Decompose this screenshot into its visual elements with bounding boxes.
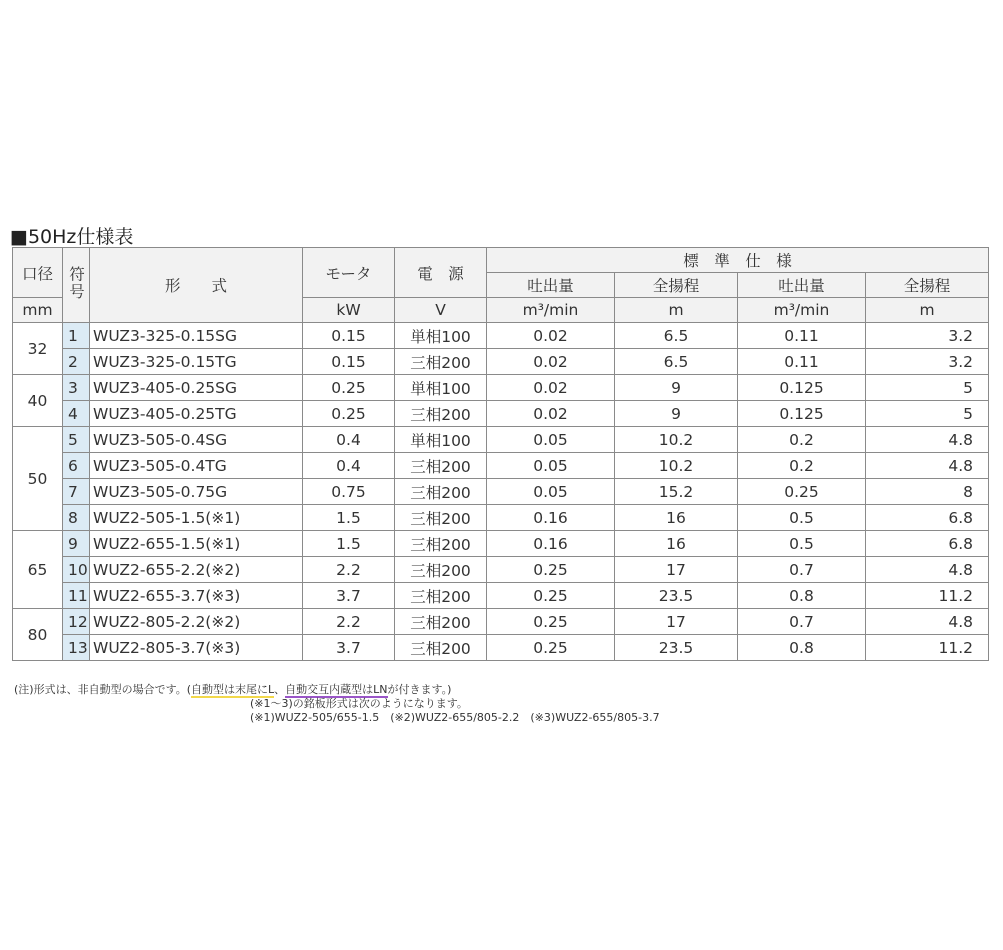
head-1-cell: 6.5	[615, 323, 738, 349]
model-cell: WUZ2-655-2.2(※2)	[90, 557, 303, 583]
motor-cell: 1.5	[303, 505, 395, 531]
motor-cell: 0.15	[303, 349, 395, 375]
power-cell: 三相200	[395, 479, 487, 505]
motor-cell: 2.2	[303, 557, 395, 583]
number-cell: 4	[63, 401, 90, 427]
head-2-cell: 4.8	[866, 609, 989, 635]
model-cell: WUZ2-655-3.7(※3)	[90, 583, 303, 609]
discharge-2-cell: 0.25	[738, 479, 866, 505]
discharge-2-cell: 0.11	[738, 349, 866, 375]
motor-cell: 0.4	[303, 453, 395, 479]
unit-diameter: mm	[13, 298, 63, 323]
table-row	[13, 349, 989, 375]
discharge-2-cell: 0.7	[738, 557, 866, 583]
head-1-cell: 9	[615, 401, 738, 427]
discharge-1-cell: 0.25	[487, 583, 615, 609]
diameter-cell: 65	[13, 531, 63, 609]
unit-head-2: m	[866, 298, 989, 323]
note-line-1	[14, 683, 660, 697]
header-model: 形 式	[90, 248, 303, 323]
unit-motor: kW	[303, 298, 395, 323]
table-row	[13, 635, 989, 661]
model-cell: WUZ2-805-2.2(※2)	[90, 609, 303, 635]
model-cell: WUZ2-505-1.5(※1)	[90, 505, 303, 531]
motor-cell: 3.7	[303, 583, 395, 609]
table-row	[13, 401, 989, 427]
power-cell: 三相200	[395, 609, 487, 635]
number-cell: 12	[63, 609, 90, 635]
table-row	[13, 453, 989, 479]
motor-cell: 1.5	[303, 531, 395, 557]
discharge-1-cell: 0.02	[487, 349, 615, 375]
power-cell: 三相200	[395, 505, 487, 531]
motor-cell: 0.15	[303, 323, 395, 349]
power-cell: 単相100	[395, 427, 487, 453]
motor-cell: 2.2	[303, 609, 395, 635]
number-cell: 1	[63, 323, 90, 349]
diameter-cell: 32	[13, 323, 63, 375]
discharge-1-cell: 0.16	[487, 531, 615, 557]
table-row	[13, 479, 989, 505]
number-cell: 10	[63, 557, 90, 583]
head-1-cell: 15.2	[615, 479, 738, 505]
discharge-2-cell: 0.11	[738, 323, 866, 349]
header-standard-spec: 標 準 仕 様	[487, 248, 989, 273]
head-2-cell: 5	[866, 401, 989, 427]
discharge-1-cell: 0.05	[487, 479, 615, 505]
discharge-2-cell: 0.8	[738, 583, 866, 609]
header-discharge-1: 吐出量	[487, 273, 615, 298]
head-2-cell: 5	[866, 375, 989, 401]
power-cell: 三相200	[395, 557, 487, 583]
table-row	[13, 323, 989, 349]
discharge-2-cell: 0.5	[738, 505, 866, 531]
number-cell: 5	[63, 427, 90, 453]
header-number	[63, 248, 90, 323]
model-cell: WUZ2-805-3.7(※3)	[90, 635, 303, 661]
power-cell: 単相100	[395, 375, 487, 401]
header-head-2: 全揚程	[866, 273, 989, 298]
table-row	[13, 375, 989, 401]
unit-discharge-2: m³/min	[738, 298, 866, 323]
header-motor: モータ	[303, 248, 395, 298]
header-power: 電 源	[395, 248, 487, 298]
head-2-cell: 4.8	[866, 427, 989, 453]
head-2-cell: 11.2	[866, 583, 989, 609]
motor-cell: 3.7	[303, 635, 395, 661]
spec-table	[12, 247, 989, 661]
table-row	[13, 531, 989, 557]
discharge-2-cell: 0.125	[738, 375, 866, 401]
note-alternate-type: 自動交互内蔵型はLN	[285, 683, 388, 696]
model-cell: WUZ3-505-0.4SG	[90, 427, 303, 453]
unit-discharge-1: m³/min	[487, 298, 615, 323]
note-suffix: が付きます。)	[387, 683, 452, 696]
diameter-cell: 50	[13, 427, 63, 531]
discharge-1-cell: 0.02	[487, 323, 615, 349]
discharge-1-cell: 0.16	[487, 505, 615, 531]
table-row	[13, 583, 989, 609]
model-cell: WUZ3-325-0.15TG	[90, 349, 303, 375]
table-title: ■50Hz仕様表	[10, 226, 134, 248]
note-auto-type: 自動型は末尾にL	[191, 683, 275, 696]
discharge-1-cell: 0.25	[487, 635, 615, 661]
discharge-1-cell: 0.05	[487, 427, 615, 453]
unit-head-1: m	[615, 298, 738, 323]
discharge-2-cell: 0.7	[738, 609, 866, 635]
head-2-cell: 3.2	[866, 323, 989, 349]
head-1-cell: 17	[615, 609, 738, 635]
model-cell: WUZ3-405-0.25TG	[90, 401, 303, 427]
note-line-3: (※1)WUZ2-505/655-1.5 (※2)WUZ2-655/805-2.2 (※3)WUZ2-655/805-3.7	[250, 711, 660, 724]
discharge-2-cell: 0.2	[738, 427, 866, 453]
number-cell: 2	[63, 349, 90, 375]
discharge-1-cell: 0.25	[487, 557, 615, 583]
discharge-2-cell: 0.5	[738, 531, 866, 557]
number-cell: 9	[63, 531, 90, 557]
model-cell: WUZ3-505-0.75G	[90, 479, 303, 505]
discharge-2-cell: 0.8	[738, 635, 866, 661]
power-cell: 三相200	[395, 349, 487, 375]
power-cell: 三相200	[395, 401, 487, 427]
number-cell: 3	[63, 375, 90, 401]
head-1-cell: 10.2	[615, 427, 738, 453]
unit-power: V	[395, 298, 487, 323]
motor-cell: 0.75	[303, 479, 395, 505]
head-2-cell: 3.2	[866, 349, 989, 375]
power-cell: 単相100	[395, 323, 487, 349]
discharge-1-cell: 0.05	[487, 453, 615, 479]
motor-cell: 0.4	[303, 427, 395, 453]
footnotes	[14, 683, 660, 725]
number-cell: 6	[63, 453, 90, 479]
power-cell: 三相200	[395, 635, 487, 661]
note-prefix: (注)形式は、非自動型の場合です。(	[14, 683, 191, 696]
head-2-cell: 6.8	[866, 505, 989, 531]
model-cell: WUZ2-655-1.5(※1)	[90, 531, 303, 557]
table-row	[13, 609, 989, 635]
table-row	[13, 557, 989, 583]
head-1-cell: 16	[615, 531, 738, 557]
head-1-cell: 17	[615, 557, 738, 583]
table-row	[13, 427, 989, 453]
motor-cell: 0.25	[303, 401, 395, 427]
header-discharge-2: 吐出量	[738, 273, 866, 298]
head-1-cell: 16	[615, 505, 738, 531]
head-1-cell: 6.5	[615, 349, 738, 375]
number-cell: 8	[63, 505, 90, 531]
motor-cell: 0.25	[303, 375, 395, 401]
note-line-2: (※1〜3)の銘板形式は次のようになります。	[250, 697, 468, 710]
model-cell: WUZ3-405-0.25SG	[90, 375, 303, 401]
number-cell: 11	[63, 583, 90, 609]
head-2-cell: 6.8	[866, 531, 989, 557]
model-cell: WUZ3-325-0.15SG	[90, 323, 303, 349]
head-2-cell: 4.8	[866, 557, 989, 583]
header-head-1: 全揚程	[615, 273, 738, 298]
diameter-cell: 40	[13, 375, 63, 427]
diameter-cell: 80	[13, 609, 63, 661]
model-cell: WUZ3-505-0.4TG	[90, 453, 303, 479]
head-1-cell: 9	[615, 375, 738, 401]
discharge-2-cell: 0.2	[738, 453, 866, 479]
number-cell: 13	[63, 635, 90, 661]
power-cell: 三相200	[395, 453, 487, 479]
header-diameter: 口径	[13, 248, 63, 298]
head-2-cell: 4.8	[866, 453, 989, 479]
power-cell: 三相200	[395, 531, 487, 557]
table-row	[13, 505, 989, 531]
head-2-cell: 8	[866, 479, 989, 505]
discharge-1-cell: 0.25	[487, 609, 615, 635]
discharge-1-cell: 0.02	[487, 375, 615, 401]
head-1-cell: 23.5	[615, 635, 738, 661]
head-2-cell: 11.2	[866, 635, 989, 661]
power-cell: 三相200	[395, 583, 487, 609]
discharge-1-cell: 0.02	[487, 401, 615, 427]
discharge-2-cell: 0.125	[738, 401, 866, 427]
number-cell: 7	[63, 479, 90, 505]
head-1-cell: 23.5	[615, 583, 738, 609]
header-number-label: 符号	[67, 265, 85, 301]
note-separator: 、	[274, 683, 286, 696]
head-1-cell: 10.2	[615, 453, 738, 479]
